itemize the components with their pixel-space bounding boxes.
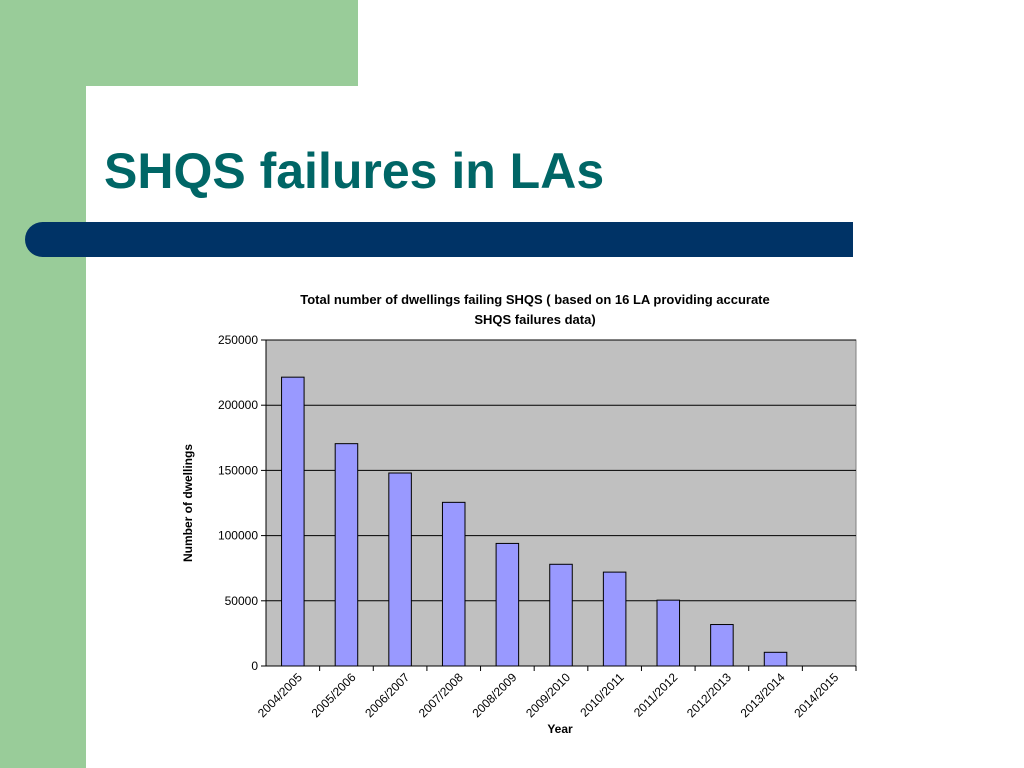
chart-title-line-1: Total number of dwellings failing SHQS ( based on 16 LA providing accurate — [300, 292, 770, 307]
y-tick-label: 50000 — [224, 593, 258, 608]
x-tick-label: 2014/2015 — [791, 670, 842, 721]
x-tick-label: 2011/2012 — [631, 670, 681, 720]
bar — [282, 377, 305, 666]
title-divider-bar — [25, 222, 853, 257]
x-axis-label: Year — [547, 722, 573, 736]
x-tick-label: 2012/2013 — [684, 670, 735, 721]
bar-chart — [150, 282, 870, 752]
x-tick-label: 2006/2007 — [362, 670, 413, 721]
bar — [389, 473, 412, 666]
x-tick-label: 2004/2005 — [254, 670, 305, 721]
bar — [657, 600, 680, 666]
y-tick-labels — [218, 333, 266, 673]
x-tick-labels — [255, 666, 856, 720]
bar — [496, 543, 519, 666]
side-green-band — [0, 0, 86, 768]
x-tick-label: 2005/2006 — [308, 670, 359, 721]
y-tick-label: 250000 — [217, 333, 258, 347]
y-tick-label: 200000 — [217, 398, 258, 413]
bar — [335, 444, 358, 666]
top-green-band — [0, 0, 358, 86]
y-axis-label: Number of dwellings — [181, 443, 195, 563]
chart-title-line-2: SHQS failures data) — [474, 312, 596, 327]
bar — [550, 564, 573, 666]
slide-title: SHQS failures in LAs — [104, 143, 605, 199]
bar — [711, 625, 734, 666]
bar — [442, 502, 465, 666]
x-tick-label: 2008/2009 — [469, 670, 520, 721]
x-tick-label: 2013/2014 — [737, 670, 788, 721]
x-tick-label: 2009/2010 — [523, 670, 574, 721]
y-tick-label: 100000 — [217, 528, 258, 543]
bar — [603, 572, 626, 666]
bar — [764, 652, 787, 666]
y-tick-label: 150000 — [217, 463, 258, 478]
x-tick-label: 2007/2008 — [415, 670, 466, 721]
chart-container — [150, 282, 870, 752]
y-tick-label: 0 — [251, 659, 258, 673]
x-tick-label: 2010/2011 — [577, 670, 627, 720]
